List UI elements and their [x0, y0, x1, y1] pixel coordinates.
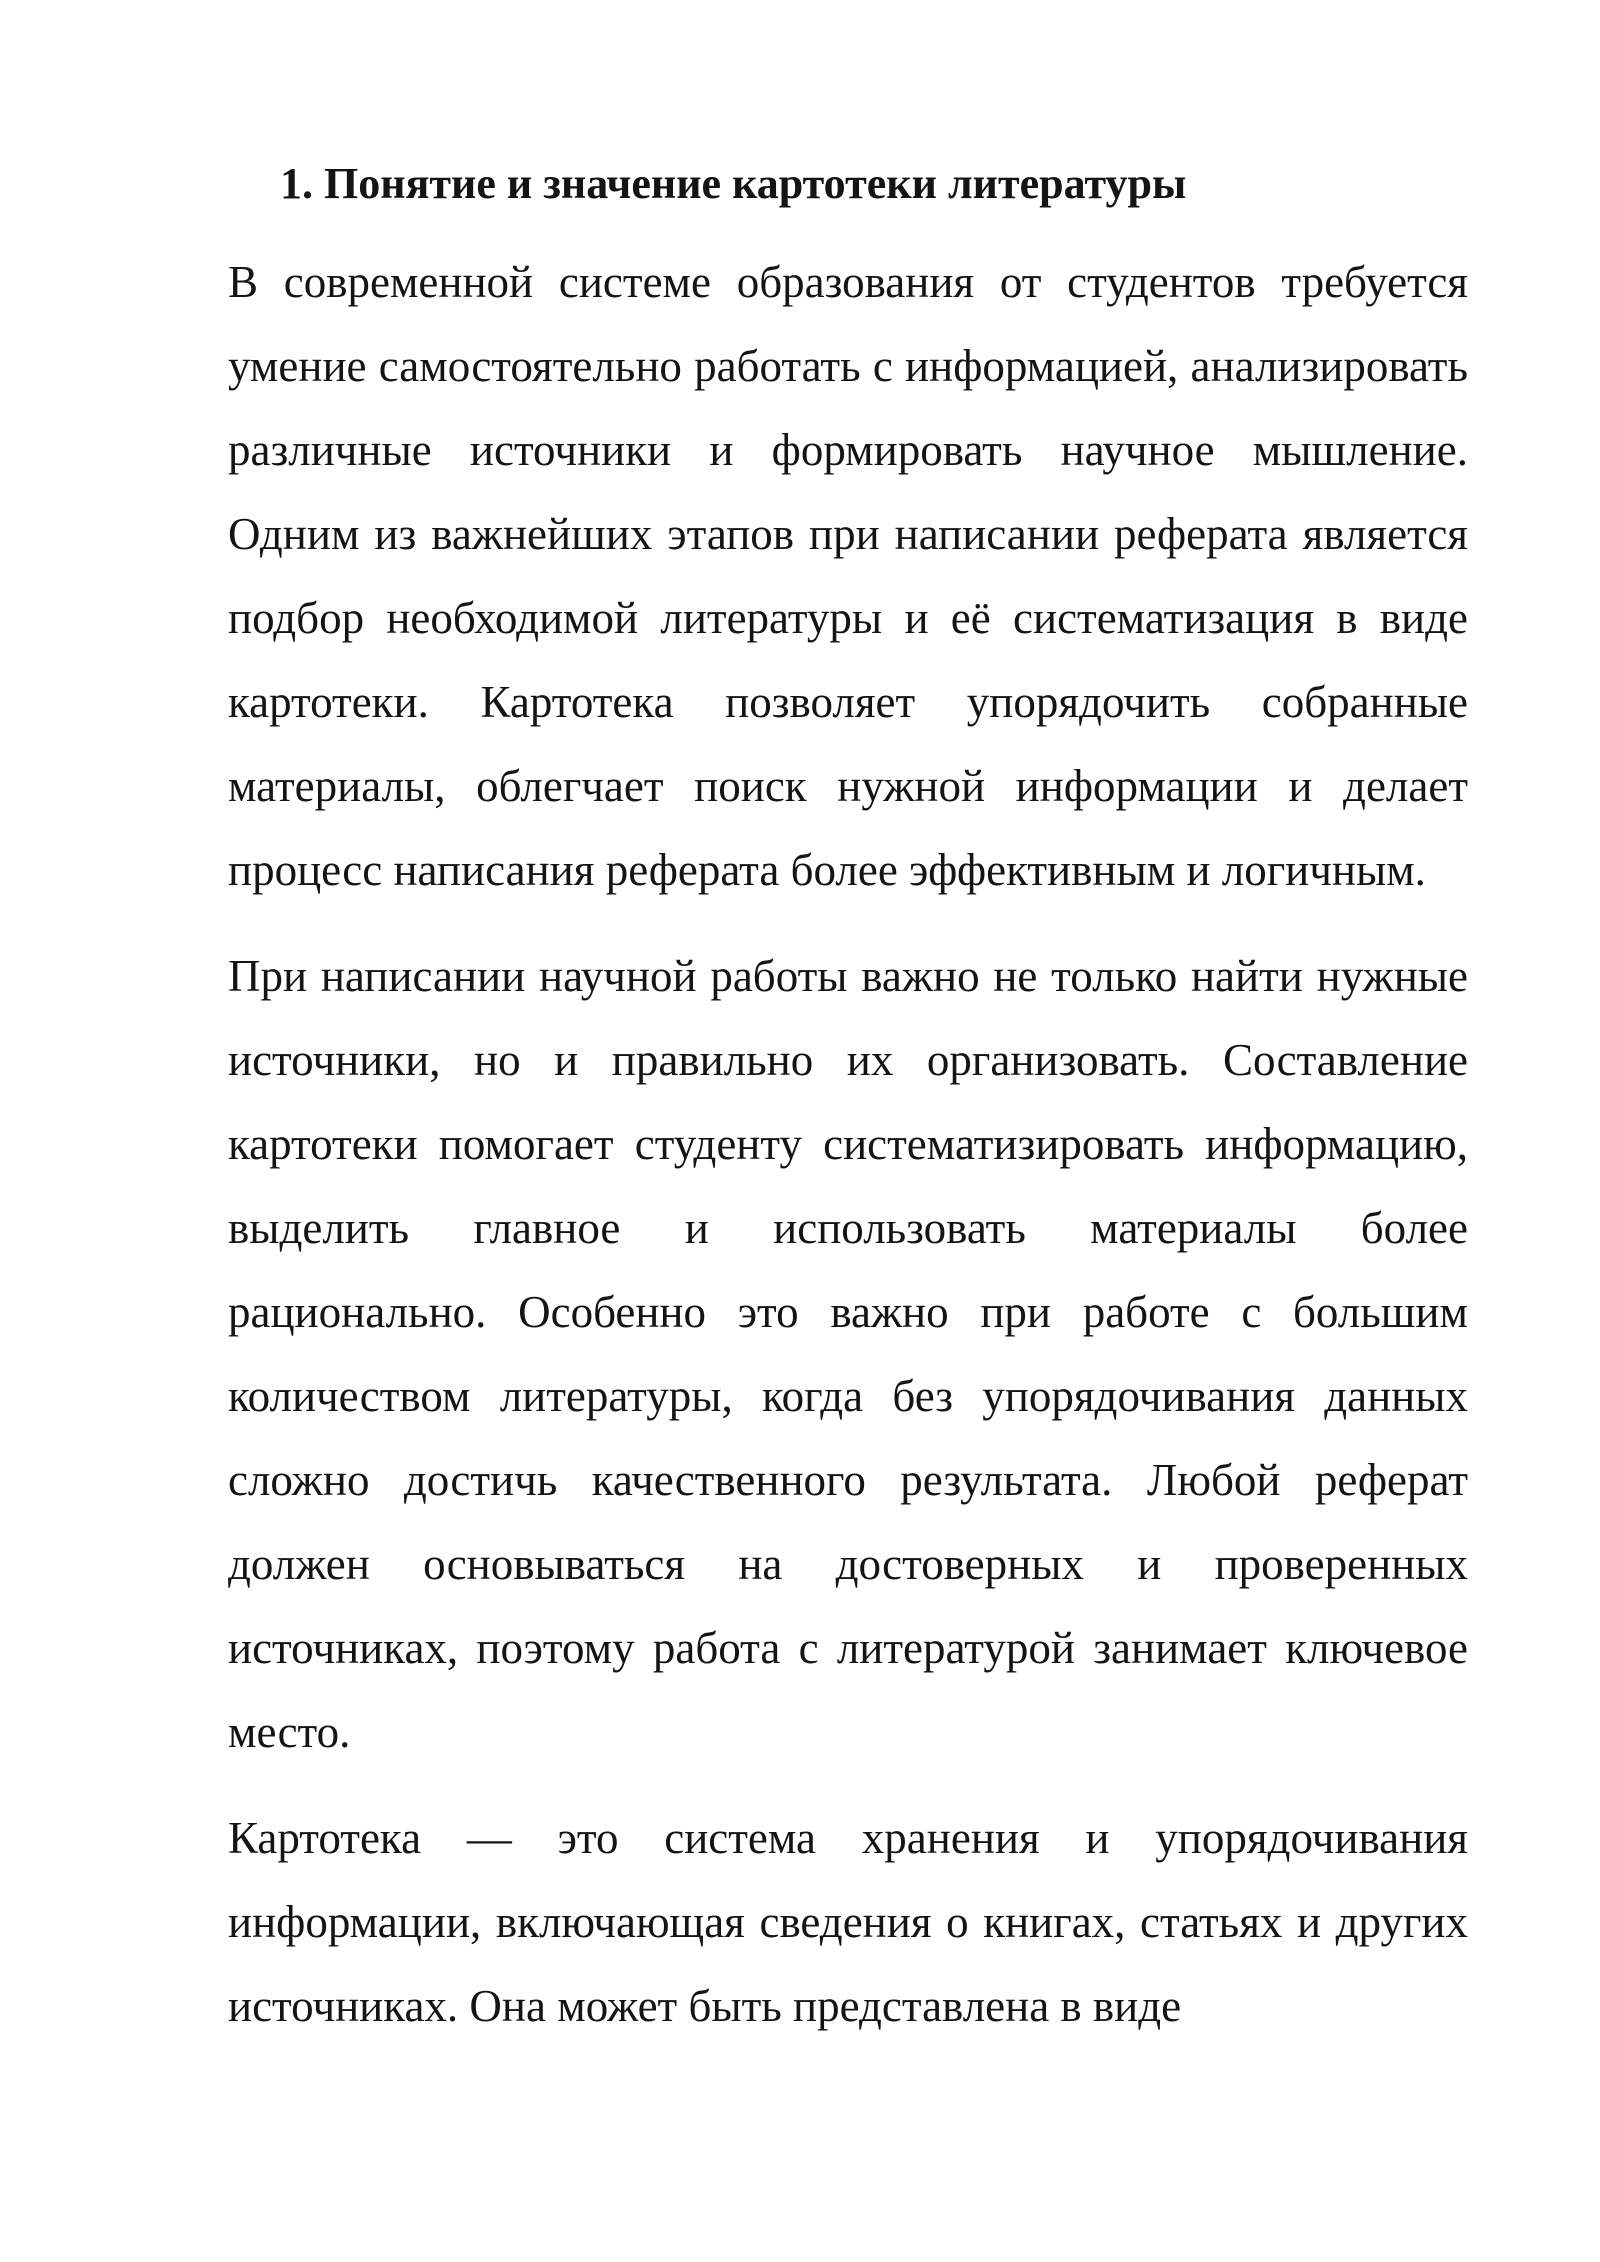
paragraph-3: Картотека — это система хранения и упорядочивания информации, включающая сведения о книгах, статьях и других источниках. Она может быть представлена в виде	[228, 1813, 1468, 2031]
document-body	[228, 150, 1468, 2070]
paragraph-2: При написании научной работы важно не только найти нужные источники, но и правильно их организовать. Составление картотеки помогает студенту систематизировать информацию, выделить главное и использовать материалы более рационально. Особенно это важно при работе с большим количеством литературы, когда без упорядочивания данных сложно достичь качественного результата. Любой реферат должен основываться на достоверных и проверенных источниках, поэтому работа с литературой занимает ключевое место.	[228, 951, 1468, 1757]
section-heading: 1. Понятие и значение картотеки литературы	[280, 159, 1187, 208]
paragraph-1: В современной системе образования от студентов требуется умение самостоятельно работать с информацией, анализировать различные источники и формировать научное мышление. Одним из важнейших этапов при написании реферата является подбор необходимой литературы и её систематизация в виде картотеки. Картотека позволяет упорядочить собранные материалы, облегчает поиск нужной информации и делает процесс написания реферата более эффективным и логичным.	[228, 257, 1468, 895]
